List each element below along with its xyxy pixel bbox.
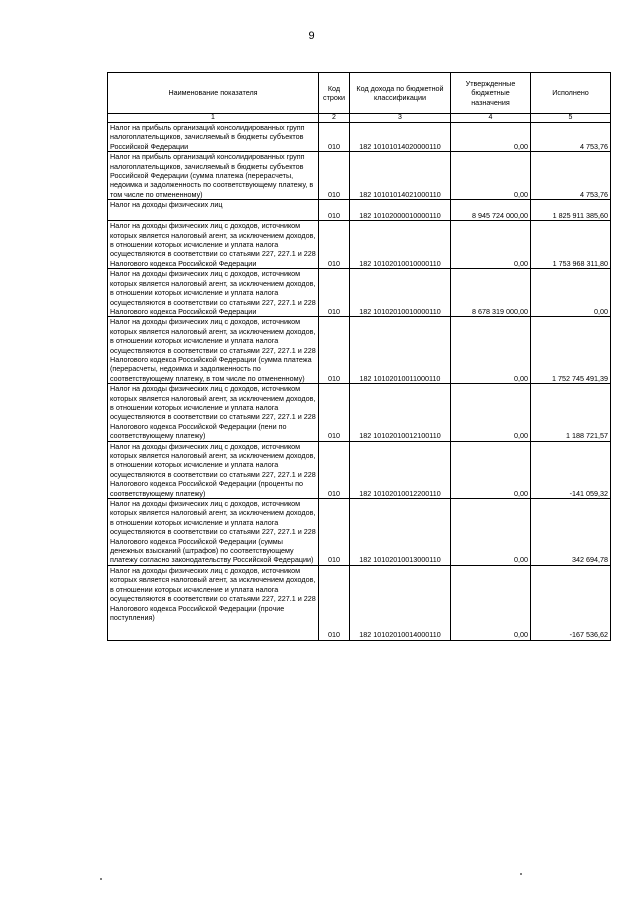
row-code: 010 [319,317,350,384]
row-name: Налог на доходы физических лиц с доходов, источником которых является налоговый агент, за исключением доходов, в отношении которых исчисление и уплата налога осуществляются в соответствии со статьями 227, 227.1 и 228 Налогового кодекса Российской Федерации (суммы денежных взысканий (штрафов) по соответствующему платежу согласно законодательству Российской Федерации) [108,499,319,566]
row-code: 010 [319,269,350,317]
column-number: 3 [350,114,451,123]
row-executed: -167 536,62 [531,565,611,640]
table-row [108,441,611,498]
row-kbk: 182 10102010014000110 [350,565,451,640]
header-kbk: Код дохода по бюджетной классификации [350,73,451,114]
column-number: 5 [531,114,611,123]
row-name: Налог на доходы физических лиц с доходов, источником которых является налоговый агент, за исключением доходов, в отношении которых исчисление и уплата налога осуществляются в соответствии со статьями 227, 227.1 и 228 Налогового кодекса Российской Федерации [108,269,319,317]
row-name: Налог на доходы физических лиц с доходов, источником которых является налоговый агент, за исключением доходов, в отношении которых исчисление и уплата налога осуществляются в соответствии со статьями 227, 227.1 и 228 Налогового кодекса Российской Федерации (пени по соответствующему платежу) [108,384,319,441]
row-approved: 0,00 [451,317,531,384]
row-approved: 8 678 319 000,00 [451,269,531,317]
header-code: Код строки [319,73,350,114]
table-row [108,200,611,221]
row-executed: 4 753,76 [531,123,611,152]
table-row [108,269,611,317]
table-row [108,317,611,384]
column-number: 4 [451,114,531,123]
header-executed: Исполнено [531,73,611,114]
scan-speck [520,873,522,875]
row-name: Налог на доходы физических лиц с доходов, источником которых является налоговый агент, за исключением доходов, в отношении которых исчисление и уплата налога осуществляются в соответствии со статьями 227, 227.1 и 228 Налогового кодекса Российской Федерации (прочие поступления) [108,565,319,640]
row-approved: 0,00 [451,123,531,152]
column-number-row [108,114,611,123]
scan-speck [100,878,102,880]
row-approved: 8 945 724 000,00 [451,200,531,221]
row-kbk: 182 10102010012100110 [350,384,451,441]
header-name: Наименование показателя [108,73,319,114]
row-code: 010 [319,200,350,221]
row-kbk: 182 10102010013000110 [350,499,451,566]
row-approved: 0,00 [451,221,531,269]
row-approved: 0,00 [451,152,531,200]
row-name: Налог на прибыль организаций консолидированных групп налогоплательщиков, зачисляемый в бюджеты субъектов Российской Федерации (сумма платежа (перерасчеты, недоимка и задолженность по соответствующему платежу, в том числе по отмененному) [108,152,319,200]
row-executed: 1 825 911 385,60 [531,200,611,221]
row-executed: 4 753,76 [531,152,611,200]
row-approved: 0,00 [451,441,531,498]
row-kbk: 182 10102010011000110 [350,317,451,384]
table-row [108,123,611,152]
row-executed: 1 188 721,57 [531,384,611,441]
row-code: 010 [319,123,350,152]
table-row [108,221,611,269]
row-kbk: 182 10102000010000110 [350,200,451,221]
row-code: 010 [319,565,350,640]
row-name: Налог на доходы физических лиц [108,200,319,221]
row-executed: 1 753 968 311,80 [531,221,611,269]
row-approved: 0,00 [451,565,531,640]
row-name: Налог на доходы физических лиц с доходов, источником которых является налоговый агент, за исключением доходов, в отношении которых исчисление и уплата налога осуществляются в соответствии со статьями 227, 227.1 и 228 Налогового кодекса Российской Федерации (сумма платежа (перерасчеты, недоимка и задолженность по соответствующему платежу, в том числе по отмененному) [108,317,319,384]
row-code: 010 [319,441,350,498]
table-row [108,499,611,566]
row-code: 010 [319,221,350,269]
row-code: 010 [319,499,350,566]
row-kbk: 182 10102010010000110 [350,269,451,317]
row-code: 010 [319,384,350,441]
column-number: 1 [108,114,319,123]
row-approved: 0,00 [451,499,531,566]
row-executed: 0,00 [531,269,611,317]
table-row [108,384,611,441]
table-row [108,565,611,640]
row-approved: 0,00 [451,384,531,441]
row-kbk: 182 10101014020000110 [350,123,451,152]
row-name: Налог на доходы физических лиц с доходов, источником которых является налоговый агент, за исключением доходов, в отношении которых исчисление и уплата налога осуществляются в соответствии со статьями 227, 227.1 и 228 Налогового кодекса Российской Федерации [108,221,319,269]
column-number: 2 [319,114,350,123]
row-kbk: 182 10102010012200110 [350,441,451,498]
row-kbk: 182 10102010010000110 [350,221,451,269]
row-executed: 1 752 745 491,39 [531,317,611,384]
page-number: 9 [308,30,315,42]
table-header-row [108,73,611,114]
row-kbk: 182 10101014021000110 [350,152,451,200]
row-executed: 342 694,78 [531,499,611,566]
table-row [108,152,611,200]
row-executed: -141 059,32 [531,441,611,498]
budget-income-table [107,72,611,641]
header-approved: Утвержденные бюджетные назначения [451,73,531,114]
row-code: 010 [319,152,350,200]
row-name: Налог на прибыль организаций консолидированных групп налогоплательщиков, зачисляемый в бюджеты субъектов Российской Федерации [108,123,319,152]
row-name: Налог на доходы физических лиц с доходов, источником которых является налоговый агент, за исключением доходов, в отношении которых исчисление и уплата налога осуществляются в соответствии со статьями 227, 227.1 и 228 Налогового кодекса Российской Федерации (проценты по соответствующему платежу) [108,441,319,498]
